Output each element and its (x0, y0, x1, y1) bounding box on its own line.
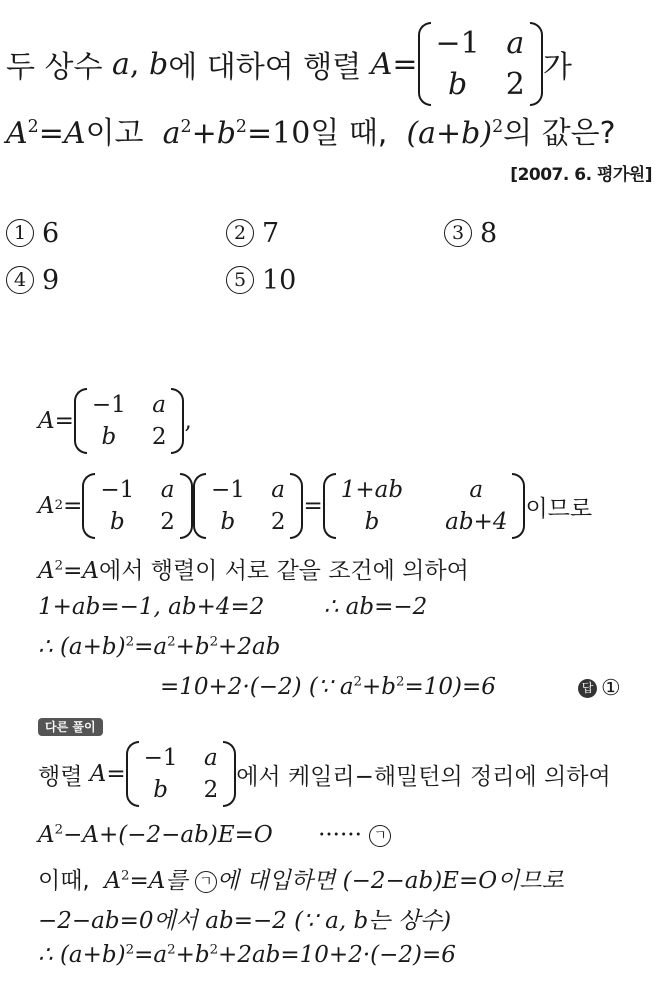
choice-number: 2 (226, 219, 254, 247)
exponent: 2 (235, 117, 247, 137)
matrix-entry: −1 (210, 477, 245, 503)
circle-label-icon: ㄱ (195, 871, 217, 893)
choice-4[interactable] (6, 265, 59, 296)
alt-tag-label: 다른 풀이 (38, 718, 103, 736)
matrix-entry: −1 (100, 477, 135, 503)
exponent: 2 (209, 634, 219, 650)
matrix-entry: a (469, 477, 484, 503)
matrix-entry: a (506, 26, 525, 61)
matrix-name: A (89, 761, 107, 787)
exponent: 2 (121, 868, 130, 884)
matrix-entry: b (109, 509, 125, 535)
sol-matrix-right (193, 473, 304, 539)
dots: ······ (318, 822, 362, 848)
alt-line-1 (38, 738, 611, 810)
sol-matrix-A (74, 388, 185, 454)
answer-number: ① (601, 676, 621, 701)
alt-expr: +b (175, 942, 210, 968)
sol-line-6 (160, 674, 496, 700)
equals: = (63, 493, 83, 519)
answer-indicator (578, 676, 621, 701)
matrix-entry: a (271, 477, 286, 503)
equals: = (106, 761, 126, 787)
il-ttae: 일 때, (310, 116, 388, 151)
equals: = (54, 408, 74, 434)
matrix-entry: b (220, 509, 236, 535)
choice-number: 1 (6, 219, 34, 247)
matrix-entry: b (364, 509, 380, 535)
matrix-entry: −1 (143, 745, 178, 771)
problem-line-1 (6, 14, 572, 114)
left-paren (126, 741, 139, 807)
matrix-entry: −1 (91, 392, 126, 418)
alt-line-2 (38, 822, 391, 848)
source-label: [2007. 6. 평가원] (510, 165, 652, 185)
circle-label-icon: ㄱ (369, 825, 391, 847)
matrix-entry: a (204, 745, 218, 771)
alt-expr: +2ab=10+2·(−2)=6 (218, 942, 456, 968)
exponent: 2 (180, 117, 192, 137)
sol-matrix-product (323, 473, 526, 539)
matrix-entry: b (101, 424, 117, 450)
sol-line-3 (38, 552, 469, 585)
alt-line-5 (38, 942, 456, 968)
conj-igo: 이고 (85, 116, 144, 151)
sol-expr: =10)=6 (404, 674, 496, 700)
alt-text: −2−ab=0에서 ab=−2 (∵ a, b는 상수) (38, 908, 452, 934)
exponent: 2 (167, 634, 176, 650)
answer-mark-icon: 답 (578, 679, 597, 698)
target-expr: (a+b) (406, 116, 493, 151)
alt-text: =A를 (129, 868, 188, 894)
exponent: 2 (167, 942, 176, 958)
matrix-A: A (38, 558, 55, 584)
equals: = (303, 493, 323, 519)
matrix-entry: a (152, 392, 166, 418)
sol-expr: +b (362, 674, 397, 700)
left-paren (418, 22, 431, 106)
problem-intro: 두 상수 (6, 50, 103, 85)
choice-2[interactable] (226, 218, 279, 249)
equals: = (392, 46, 418, 82)
left-paren (193, 473, 206, 539)
matrix-entry: 1+ab (340, 477, 404, 503)
matrix-name: A (38, 493, 55, 519)
choice-number: 3 (444, 219, 472, 247)
sol-expr: +2ab (218, 634, 281, 660)
matrix-entry: b (153, 777, 168, 803)
var-b: b (149, 46, 169, 82)
matrix-entry: −1 (435, 26, 480, 61)
matrix-entry: ab+4 (445, 509, 508, 535)
problem-matrix (418, 22, 543, 106)
sol-matrix-left (82, 473, 193, 539)
sol-expr: ∴ (a+b) (38, 634, 126, 660)
sol-line-5 (38, 634, 280, 660)
alt-line-4 (38, 902, 451, 935)
comma: , (129, 46, 140, 82)
exponent: 2 (492, 117, 504, 137)
exponent: 2 (54, 558, 64, 574)
choice-value: 7 (262, 218, 280, 249)
matrix-entry: 2 (160, 509, 175, 535)
right-paren (512, 473, 525, 539)
matrix-entry: 2 (505, 67, 525, 102)
alt-text: 에서 케일리−해밀턴의 정리에 의하여 (236, 763, 611, 790)
cond-eq: =10 (247, 116, 311, 151)
alt-expr: =a (134, 942, 168, 968)
right-paren (180, 473, 193, 539)
sol-line-1 (38, 385, 192, 457)
exponent: 2 (353, 674, 363, 690)
cond-a: a (162, 116, 181, 151)
choice-value: 10 (262, 265, 297, 296)
choice-3[interactable] (444, 218, 497, 249)
sol-line-4 (38, 594, 427, 620)
choice-value: 6 (42, 218, 60, 249)
alt-solution-tag (38, 716, 103, 735)
right-paren (171, 388, 184, 454)
alt-text: 이때, (38, 868, 90, 894)
choice-number: 5 (226, 266, 254, 294)
sol-result: ∴ ab=−2 (323, 594, 428, 620)
left-paren (323, 473, 336, 539)
matrix-entry: b (448, 67, 468, 102)
matrix-A: A (6, 116, 28, 151)
problem-ga: 가 (542, 50, 572, 85)
var-a: a (112, 46, 130, 82)
alt-matrix (126, 741, 237, 807)
sol-equations: 1+ab=−1, ab+4=2 (38, 594, 265, 620)
alt-expr: ∴ (a+b) (38, 942, 126, 968)
choice-value: 9 (42, 265, 60, 296)
matrix-entry: a (160, 477, 175, 503)
choice-1[interactable] (6, 218, 59, 249)
sol-expr: =10+2·(−2) (∵ a (160, 674, 354, 700)
exponent: 2 (125, 634, 135, 650)
exponent: 2 (54, 822, 64, 838)
alt-line-3 (38, 862, 564, 895)
choice-number: 4 (6, 266, 34, 294)
sol-expr: +b (175, 634, 210, 660)
problem-line-2 (6, 108, 616, 152)
right-paren (530, 22, 543, 106)
choice-5[interactable] (226, 265, 296, 296)
alt-text: 에 대입하면 (−2−ab)E=O이므로 (216, 868, 564, 894)
exponent: 2 (27, 117, 39, 137)
sol-text: 에서 행렬이 서로 같을 조건에 의하여 (99, 558, 469, 584)
matrix-entry: 2 (151, 424, 167, 450)
question-end: 의 값은? (503, 116, 616, 151)
exponent: 2 (396, 674, 405, 690)
comma: , (184, 408, 192, 434)
condition-eq: =A (63, 558, 99, 584)
matrix-name: A (370, 46, 393, 82)
alt-equation: −A+(−2−ab)E=O (63, 822, 273, 848)
left-paren (74, 388, 87, 454)
condition-eq: =A (38, 116, 86, 151)
cond-b: +b (191, 116, 236, 151)
exponent: 2 (125, 942, 135, 958)
matrix-name: A (38, 408, 55, 434)
sol-line-2: A 2 = −1 a b 2 −1 a b 2 = 1+ab a b ab+4 이므로 (38, 470, 592, 542)
sol-expr: =a (134, 634, 168, 660)
matrix-A: A (38, 822, 55, 848)
matrix-entry: 2 (203, 777, 219, 803)
matrix-A: A (104, 868, 121, 894)
imeuro: 이므로 (525, 495, 593, 522)
left-paren (82, 473, 95, 539)
right-paren (223, 741, 236, 807)
choice-value: 8 (480, 218, 498, 249)
exponent: 2 (209, 942, 219, 958)
problem-about: 에 대하여 행렬 (168, 50, 362, 85)
matrix-entry: 2 (270, 509, 286, 535)
right-paren (290, 473, 303, 539)
alt-text: 행렬 (38, 763, 83, 790)
